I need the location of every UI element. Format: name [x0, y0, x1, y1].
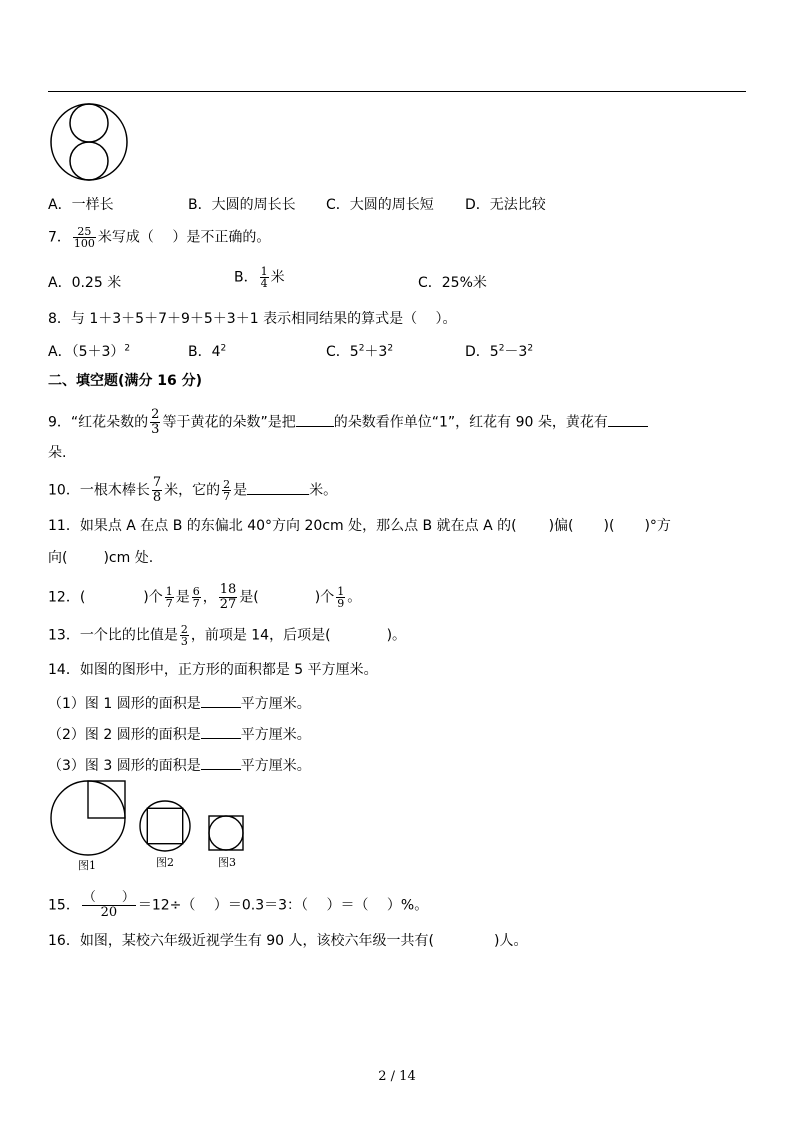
- question-14: 14．如图的图形中，正方形的面积都是 5 平方厘米。: [48, 662, 378, 678]
- question-16: 16．如图，某校六年级近视学生有 90 人，该校六年级一共有( )人。: [48, 933, 528, 949]
- q7-option-c: C．25%米: [418, 275, 487, 291]
- q8-option-c: C．$5^2+3^2$: [326, 343, 394, 360]
- q7-option-b: B． $\frac{1}{4}$ 米: [234, 265, 285, 290]
- section-2-title: 二、填空题(满分 16 分): [48, 373, 203, 389]
- q9-blank-1[interactable]: [296, 412, 334, 427]
- fig2-square: [147, 808, 182, 843]
- q10-blank[interactable]: [247, 480, 309, 495]
- q14-blank-3[interactable]: [201, 755, 241, 770]
- fraction: $\frac{25}{100}$: [73, 225, 95, 250]
- question-11: 11．如果点 A 在点 B 的东偏北 40°方向 20cm 处，那么点 B 就在点 A 的( )偏( )( )°方: [48, 518, 671, 534]
- fig3-caption: 图3: [218, 856, 236, 869]
- q8-option-d: D．$5^2-3^2$: [465, 343, 534, 360]
- q7-option-a: A．0.25 米: [48, 275, 122, 291]
- question-8: 8．与 1＋3＋5＋7＋9＋5＋3＋1 表示相同结果的算式是（ ）。: [48, 311, 457, 327]
- fig2-caption: 图2: [156, 856, 174, 869]
- q6-circles-figure: [48, 101, 132, 183]
- question-7: 7． $\frac{25}{100}$ 米写成（ ）是不正确的。: [48, 225, 271, 250]
- q6-option-b: B．大圆的周长长: [188, 197, 296, 213]
- q6-option-d: D．无法比较: [465, 197, 546, 213]
- question-10: 10．一根木棒长 $\frac{7}{8}$ 米，它的 $\frac{2}{7}$ 是 米。: [48, 475, 338, 505]
- question-9: 9．“红花朵数的 $\frac{2}{3}$ 等于黄花的朵数”是把 的朵数看作单位“1”，红花有 90 朵，黄花有: [48, 408, 648, 437]
- q6-option-c: C．大圆的周长短: [326, 197, 434, 213]
- header-rule: [48, 91, 746, 92]
- q8-option-b: B．$4^2$: [188, 343, 227, 360]
- fig1-caption: 图1: [78, 859, 96, 872]
- question-13: 13．一个比的比值是 $\frac{2}{3}$ ，前项是 14，后项是( )。: [48, 623, 407, 648]
- question-9-line-2: 朵.: [48, 445, 67, 461]
- question-15: 15． $\frac{( )}{20}$ ＝12÷（ ）＝0.3＝3：（ ）＝（ ）%。: [48, 890, 429, 920]
- question-14-sub-1: （1）图 1 圆形的面积是 平方厘米。: [48, 693, 311, 714]
- question-14-sub-3: （3）图 3 圆形的面积是 平方厘米。: [48, 755, 311, 776]
- q14-blank-2[interactable]: [201, 724, 241, 739]
- fig3-circle: [209, 816, 243, 850]
- question-11-line-2: 向( )cm 处.: [48, 550, 154, 566]
- question-12: 12．( )个 $\frac{1}{7}$ 是 $\frac{6}{7}$ ， $\frac{18}{27}$ 是( )个 $\frac{1}{9}$ 。: [48, 582, 362, 612]
- q9-blank-2[interactable]: [608, 412, 648, 427]
- q8-option-a: A．$(5+3)^2$: [48, 343, 131, 360]
- question-14-sub-2: （2）图 2 圆形的面积是 平方厘米。: [48, 724, 311, 745]
- q14-blank-1[interactable]: [201, 693, 241, 708]
- q14-figures: [48, 780, 258, 872]
- q6-option-a: A．一样长: [48, 197, 114, 213]
- page-number: 2 / 14: [378, 1069, 416, 1084]
